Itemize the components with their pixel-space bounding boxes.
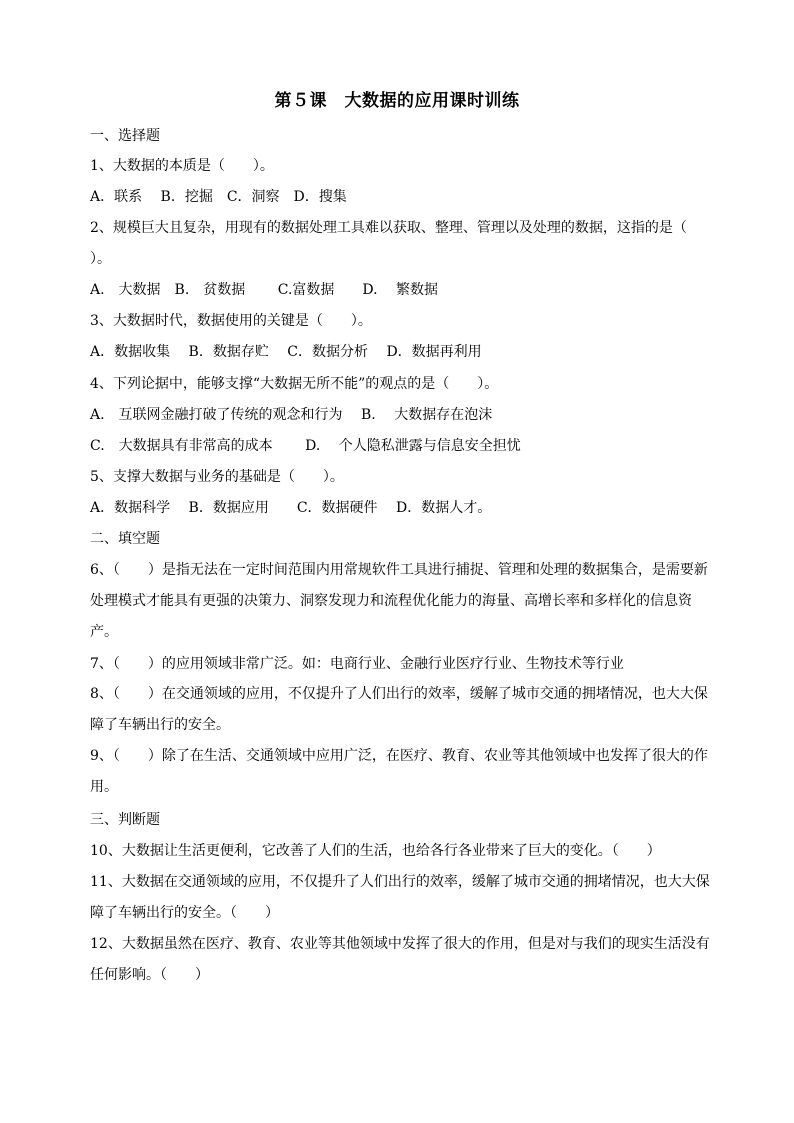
question-1: 1、大数据的本质是（ ）。	[90, 158, 274, 174]
question-4-options-ab: A. 互联网金融打破了传统的观念和行为 B. 大数据存在泡沫	[90, 407, 493, 423]
question-2-options: A. 大数据 B. 贫数据 C.富数据 D. 繁数据	[90, 282, 439, 298]
question-11: 11、大数据在交通领域的应用，不仅提升了人们出行的效率，缓解了城市交通的拥堵情况，也大大保障了车辆出行的安全。（ ）	[90, 874, 710, 921]
question-10: 10、大数据让生活更便利，它改善了人们的生活，也给各行各业带来了巨大的变化。（ ）	[90, 843, 661, 859]
question-2-line-1: 2、规模巨大且复杂，用现有的数据处理工具难以获取、整理、管理以及处理的数据，这指的是（	[90, 220, 687, 236]
page-title: 第５课 大数据的应用课时训练	[274, 91, 520, 111]
question-1-options: A．联系 B．挖掘 C．洞察 D．搜集	[90, 189, 347, 205]
question-5: 5、支撑大数据与业务的基础是（ ）。	[90, 469, 344, 485]
section-heading-true-false: 三、判断题	[90, 812, 160, 828]
question-3-options: A．数据收集 B．数据存贮 C．数据分析 D．数据再利用	[90, 344, 482, 360]
question-4: 4、下列论据中，能够支撑“大数据无所不能”的观点的是（ ）。	[90, 376, 499, 392]
question-12: 12、大数据虽然在医疗、教育、农业等其他领域中发挥了很大的作用，但是对与我们的现实生活没有任何影响。（ ）	[90, 936, 710, 983]
question-6: 6、（ ）是指无法在一定时间范围内用常规软件工具进行捕捉、管理和处理的数据集合，是需要新处理模式才能具有更强的决策力、洞察发现力和流程优化能力的海量、高增长率和多样化的信息资产。	[90, 562, 708, 640]
section-heading-fill-blank: 二、填空题	[90, 531, 160, 547]
question-2-line-2: ）。	[90, 251, 111, 267]
question-7: 7、（ ）的应用领域非常广泛。如：电商行业、金融行业医疗行业、生物技术等行业	[90, 656, 624, 672]
question-8: 8、（ ）在交通领域的应用，不仅提升了人们出行的效率，缓解了城市交通的拥堵情况，也大大保障了车辆出行的安全。	[90, 686, 708, 733]
question-4-options-cd: C. 大数据具有非常高的成本 D. 个人隐私泄露与信息安全担忧	[90, 438, 521, 454]
section-heading-choice: 一、选择题	[90, 128, 160, 144]
question-3: 3、大数据时代，数据使用的关键是（ ）。	[90, 313, 372, 329]
question-5-options: A．数据科学 B．数据应用 C．数据硬件 D．数据人才。	[90, 500, 492, 516]
question-9: 9、（ ）除了在生活、交通领域中应用广泛，在医疗、教育、农业等其他领域中也发挥了很大的作用。	[90, 748, 708, 795]
